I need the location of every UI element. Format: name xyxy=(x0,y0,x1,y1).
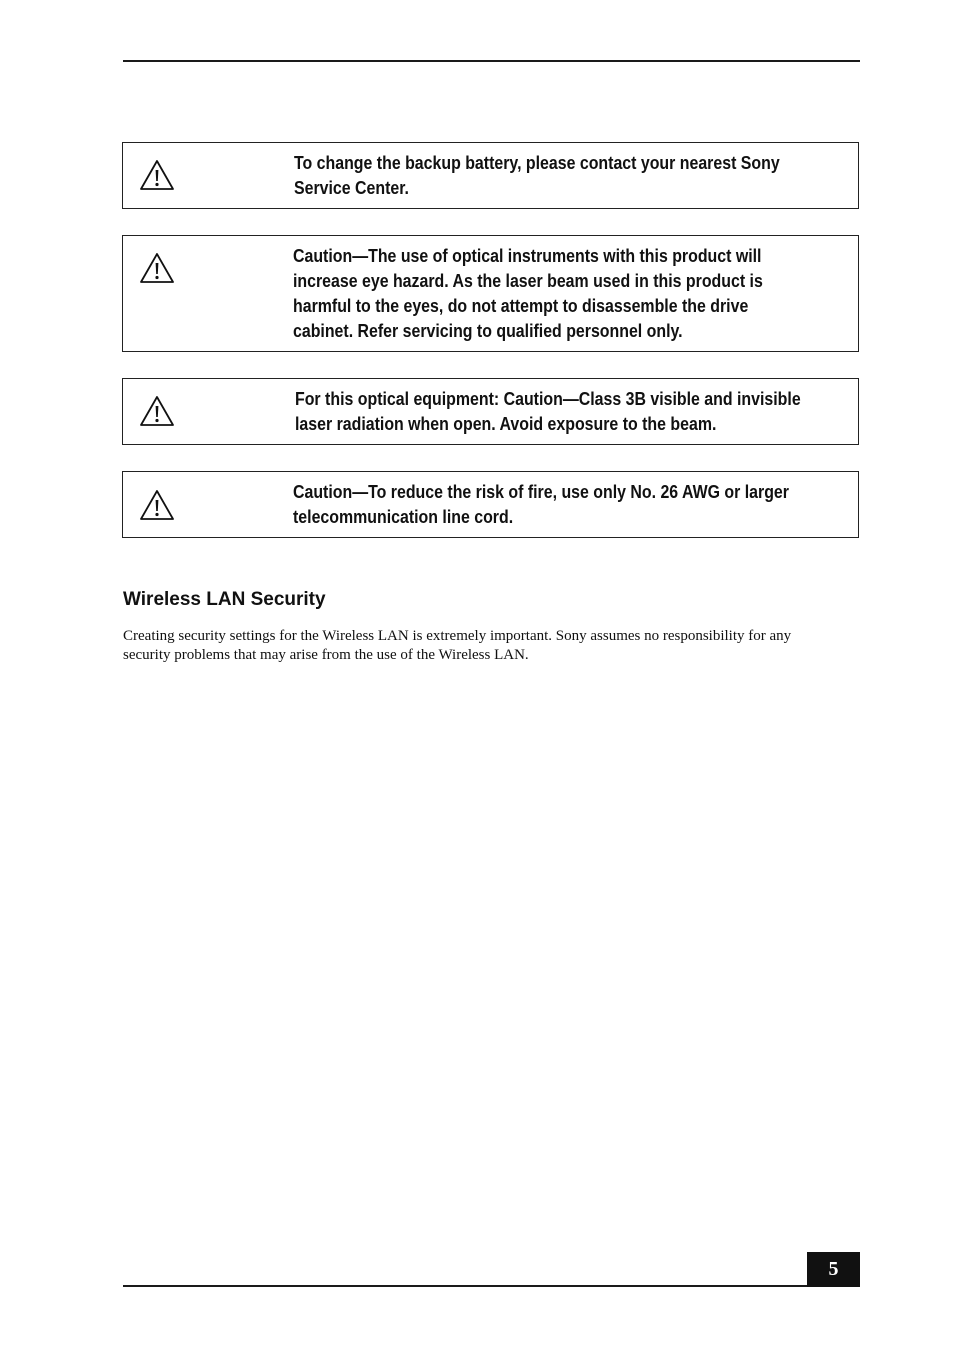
caution-box-laser-radiation xyxy=(122,378,859,445)
caution-text xyxy=(294,150,780,200)
caution-box-line-cord xyxy=(122,471,859,538)
warning-triangle-icon xyxy=(139,489,175,521)
caution-line: telecommunication line cord. xyxy=(293,506,514,527)
caution-line: To change the backup battery, please contact your nearest Sony xyxy=(294,152,780,173)
body-line: Creating security settings for the Wireless LAN is extremely important. Sony assumes no responsibility for any xyxy=(123,628,792,644)
caution-line: Caution—To reduce the risk of fire, use only No. 26 AWG or larger xyxy=(293,481,789,502)
warning-triangle-icon xyxy=(139,395,175,427)
header-rule xyxy=(123,60,860,62)
caution-text xyxy=(293,243,763,343)
section-body xyxy=(123,627,860,665)
warning-triangle-icon xyxy=(139,159,175,191)
caution-box-battery xyxy=(122,142,859,209)
caution-line: harmful to the eyes, do not attempt to disassemble the drive xyxy=(293,295,749,316)
page-number: 5 xyxy=(807,1252,860,1287)
body-line: security problems that may arise from the use of the Wireless LAN. xyxy=(123,647,529,663)
caution-line: Caution—The use of optical instruments with this product will xyxy=(293,245,762,266)
section-heading: Wireless LAN Security xyxy=(123,589,326,610)
caution-line: increase eye hazard. As the laser beam used in this product is xyxy=(293,270,763,291)
caution-line: laser radiation when open. Avoid exposure to the beam. xyxy=(295,413,717,434)
caution-box-optical-instruments xyxy=(122,235,859,352)
caution-line: Service Center. xyxy=(294,177,409,198)
caution-text xyxy=(295,386,801,436)
warning-triangle-icon xyxy=(139,252,175,284)
footer-rule xyxy=(123,1285,860,1287)
caution-text xyxy=(293,479,789,529)
caution-line: For this optical equipment: Caution—Class 3B visible and invisible xyxy=(295,388,801,409)
caution-line: cabinet. Refer servicing to qualified personnel only. xyxy=(293,320,683,341)
